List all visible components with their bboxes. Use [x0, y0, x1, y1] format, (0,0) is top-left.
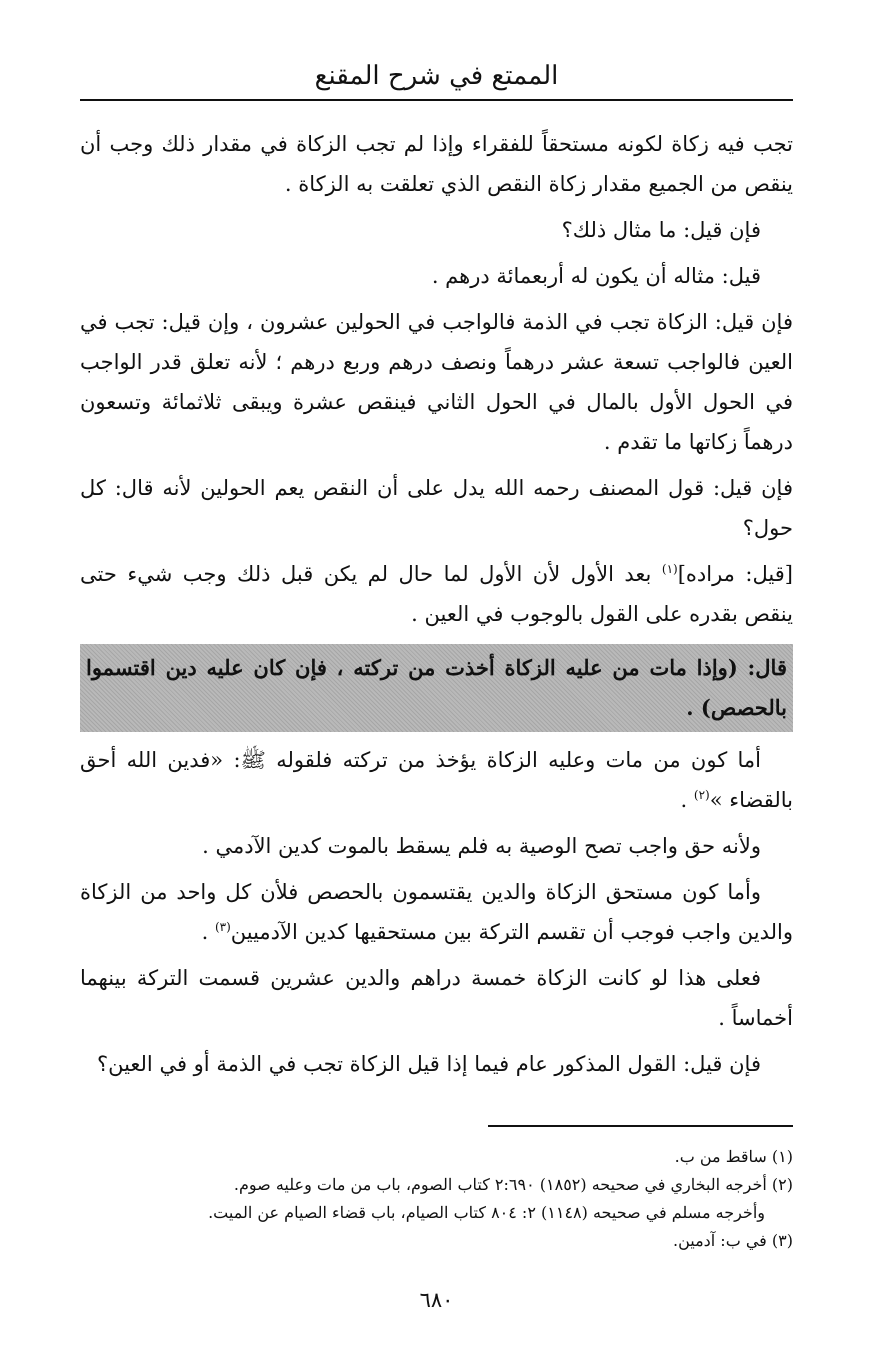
page-number: ٦٨٠	[419, 1288, 454, 1312]
paragraph-text: أما كون من مات وعليه الزكاة يؤخذ من تركته فلقوله ﷺ: «فدين الله أحق بالقضاء »	[80, 748, 793, 812]
footnote: (٢) أخرجه البخاري في صحيحه (١٨٥٢) ٢:٦٩٠ كتاب الصوم، باب من مات وعليه صوم.	[233, 1175, 793, 1194]
paragraph	[80, 554, 793, 634]
paragraph: ولأنه حق واجب تصح الوصية به فلم يسقط بالموت كدين الآدمي .	[202, 834, 761, 858]
paragraph: فإن قيل: الزكاة تجب في الذمة فالواجب في الحولين عشرون ، وإن قيل: تجب في العين فالواجب تسعة عشر درهماً ونصف درهم وربع درهم ؛ لأنه تعلق قدر الواجب في الحول الأول بالمال في الحول الثاني فينقص عشرة ويبقى ثلاثمائة وتسعون درهماً زكاتها ما تقدم .	[80, 310, 793, 454]
paragraph: فإن قيل: القول المذكور عام فيما إذا قيل الزكاة تجب في الذمة أو في العين؟	[96, 1052, 761, 1076]
paragraph-text: .	[680, 788, 694, 812]
header-divider	[80, 99, 793, 101]
paragraph: تجب فيه زكاة لكونه مستحقاً للفقراء وإذا لم تجب الزكاة في مقدار ذلك وجب أن ينقص من الجميع مقدار زكاة النقص الذي تعلقت به الزكاة .	[80, 132, 793, 196]
main-text	[80, 124, 793, 1090]
running-header-title: الممتع في شرح المقنع	[314, 61, 559, 91]
footnote: (٣) في ب: آدمين.	[672, 1231, 793, 1250]
footnote-ref: (١)	[661, 562, 678, 576]
footnote-divider	[488, 1125, 793, 1127]
paragraph: فإن قيل: قول المصنف رحمه الله يدل على أن النقص يعم الحولين لأنه قال: كل حول؟	[80, 476, 793, 540]
paragraph	[80, 872, 793, 952]
highlighted-ruling: قال: (وإذا مات من عليه الزكاة أخذت من تركته ، فإن كان عليه دين اقتسموا بالحصص) .	[80, 644, 793, 732]
paragraph-text: [قيل: مراده]	[677, 562, 793, 586]
footnote-ref: (٣)	[214, 920, 231, 934]
paragraph: قيل: مثاله أن يكون له أربعمائة درهم .	[431, 264, 761, 288]
paragraph-text: .	[201, 920, 215, 944]
paragraph-text: وأما كون مستحق الزكاة والدين يقتسمون بالحصص فلأن كل واحد من الزكاة والدين واجب فوجب أن تقسم التركة بين مستحقيها كدين الآدميين	[80, 880, 793, 944]
paragraph: فعلى هذا لو كانت الزكاة خمسة دراهم والدين عشرين قسمت التركة بينهما أخماساً .	[80, 966, 793, 1030]
footnote: (١) ساقط من ب.	[674, 1147, 793, 1166]
footnotes	[80, 1143, 793, 1255]
paragraph-text: بعد الأول لأن الأول لما حال لم يكن قبل ذلك وجب شيء حتى ينقص بقدره على القول بالوجوب في العين .	[80, 562, 793, 626]
footnote: وأخرجه مسلم في صحيحه (١١٤٨) ٢: ٨٠٤ كتاب الصيام، باب قضاء الصيام عن الميت.	[208, 1203, 765, 1222]
footnote-ref: (٢)	[693, 788, 710, 802]
paragraph: فإن قيل: ما مثال ذلك؟	[561, 218, 761, 242]
paragraph	[80, 740, 793, 820]
